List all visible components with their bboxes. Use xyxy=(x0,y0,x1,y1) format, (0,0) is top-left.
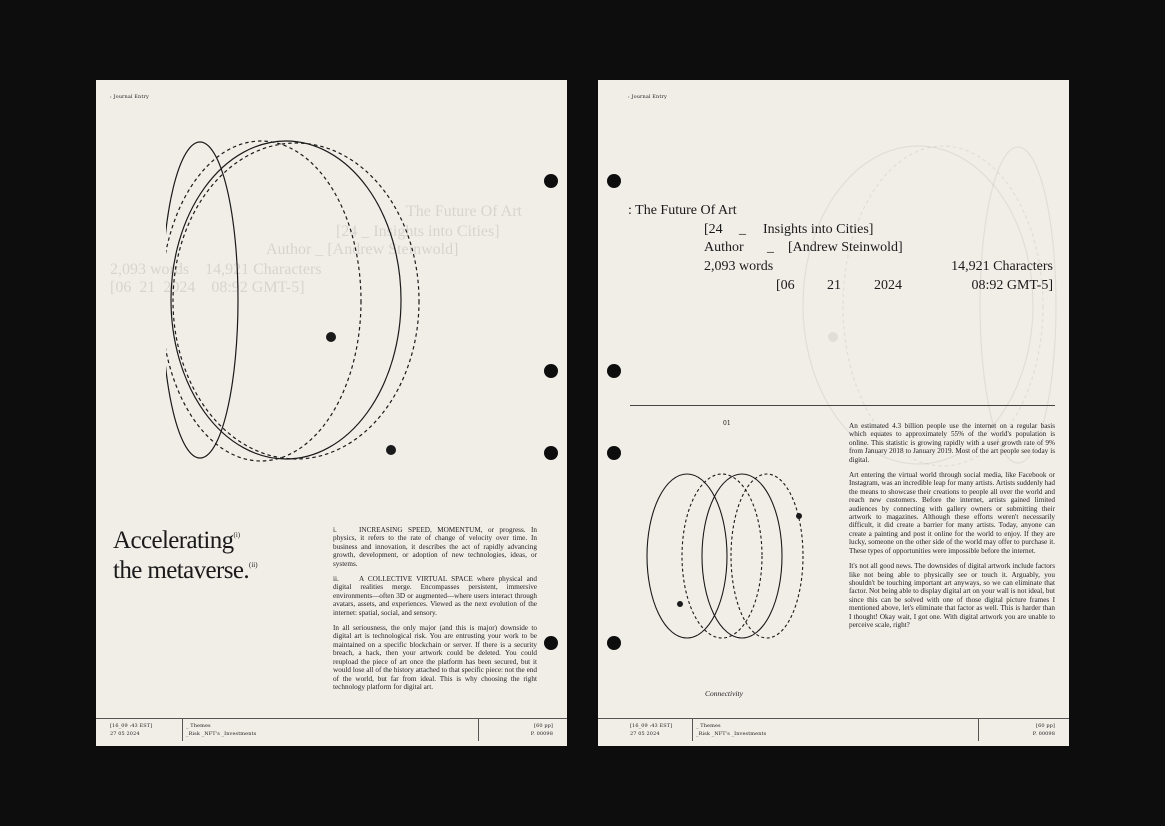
author-separator: _ xyxy=(767,240,774,255)
orbit-solid-large xyxy=(171,141,401,459)
orbit-solid-small xyxy=(166,142,238,458)
footer-pages: [60 pp] xyxy=(534,723,553,729)
footer-time: [16_09 :43 EST] xyxy=(110,723,153,729)
article-title: : The Future Of Art xyxy=(628,203,737,218)
ring-node-1 xyxy=(796,513,802,519)
definition-2 xyxy=(333,575,537,617)
definition-2-number: ii. xyxy=(333,575,339,584)
body-column xyxy=(849,422,1055,636)
headline-line-2: the metaverse. xyxy=(113,557,249,584)
ghost-author: Author _ [Andrew Steinwold] xyxy=(266,241,459,258)
figure-caption: Connectivity xyxy=(705,689,743,698)
word-count: 2,093 words xyxy=(704,259,774,274)
orbit-node-1 xyxy=(326,332,336,342)
footer-pages: [60 pp] xyxy=(1036,723,1055,729)
ghost-words: 2,093 words 14,921 Characters xyxy=(110,261,322,278)
author-label: Author xyxy=(704,240,744,255)
time: 08:92 GMT-5] xyxy=(971,278,1053,293)
footer-divider xyxy=(478,719,479,741)
insights-separator: _ xyxy=(739,222,746,237)
insights-number: [24 xyxy=(704,222,723,237)
body-paragraph: In all seriousness, the only major (and this is major) downside to digital art is technological risk. You are entrusting your work to be maintained on a specific blockchain or server. If there is a security breach, a hack, then your artwork could be deleted. You could reupload the piece of art once the platform has been secured, but it would lose all of the history attached to that specific piece: not the end of the world, but far from ideal. This is why choosing the right technology platform for digital art. xyxy=(333,624,537,691)
definition-1 xyxy=(333,526,537,568)
ring-dashed-2 xyxy=(731,474,803,638)
orbit-node-2 xyxy=(386,445,396,455)
ring-solid-1 xyxy=(647,474,727,638)
body-paragraph-1: An estimated 4.3 billion people use the internet on a regular basis which equates to approximately 55% of the world's population is online. This statistic is growing rapidly with a user growth rate of 9% from January 2018 to January 2019. Most of the art people see today is digital. xyxy=(849,422,1055,464)
orbit-dashed-inner xyxy=(166,141,361,461)
footer-time: [16_09 :43 EST] xyxy=(630,723,673,729)
footer-date: 27 05 2024 xyxy=(630,731,660,737)
footer-page-number: P. 00098 xyxy=(530,731,553,737)
ring-solid-2 xyxy=(702,474,782,638)
journal-page-right xyxy=(598,80,1069,746)
footer-themes: _Risk _NFT's _Investments xyxy=(186,731,257,737)
headline-footnote-1: (i) xyxy=(233,531,241,539)
orbit-dashed-outer xyxy=(173,143,419,459)
orbit-illustration xyxy=(166,135,436,470)
footer-divider xyxy=(978,719,979,741)
ghost-orbit-illustration xyxy=(768,140,1068,470)
page-footer xyxy=(598,718,1069,746)
footer-themes-label: _ Themes xyxy=(186,723,211,729)
headline-footnote-2: (ii) xyxy=(248,561,258,569)
date-year: 2024 xyxy=(874,278,902,293)
ghost-insights: [24 _ Insights into Cities] xyxy=(336,223,500,240)
footer-page-number: P. 00098 xyxy=(1032,731,1055,737)
author-name: [Andrew Steinwold] xyxy=(788,240,903,255)
journal-entry-label: : Journal Entry xyxy=(628,94,667,100)
headline-line-1: Accelerating xyxy=(113,527,234,554)
page-footer xyxy=(96,718,567,746)
footer-themes-label: _ Themes xyxy=(696,723,721,729)
figure-number: 01 xyxy=(723,420,731,427)
definitions-column xyxy=(333,526,537,698)
journal-entry-label: : Journal Entry xyxy=(110,94,149,100)
body-paragraph-2: Art entering the virtual world through social media, like Facebook or Instagram, was an incredible leap for many artists. Artists suddenly had the means to showcase their creations to people all over the world and reach new customers. Before the internet, artists gained limited audiences by connecting with gallery owners or submitting their artwork to magazines. Although these efforts weren't necessarily difficult, it did create a barrier for many artists. Today, anyone can create a painting and post it online for the world to enjoy. If they are lucky, someone on the other side of the world may offer to purchase it. These types of opportunities were impossible before the internet. xyxy=(849,471,1055,555)
body-paragraph-3: It's not all good news. The downsides of digital artwork include factors like not being able to physically see or touch it. Arguably, you shouldn't be touching important art anyways, so we can eliminate that factor. Not being able to display digital art on your wall is not ideal, but since this can be solved with one of those digital picture frames I mentioned above, let's eliminate that factor as well. This is harder than I thought! Okay wait, I got one. With digital artwork you are unable to perceive scale, right? xyxy=(849,562,1055,629)
article-headline xyxy=(113,523,258,583)
connectivity-diagram xyxy=(642,470,812,650)
ring-node-2 xyxy=(677,601,683,607)
definition-2-text: A COLLECTIVE VIRTUAL SPACE where physical and digital realities merge. Encompasses persistent, immersive environments—often 3D or augmented—where users interact through avatars, assets, and experiences. Viewed as the next evolution of the internet: spatial, social, and sensory. xyxy=(333,575,537,617)
insights-text: Insights into Cities] xyxy=(763,222,874,237)
character-count: 14,921 Characters xyxy=(951,259,1053,274)
footer-themes: _Risk _NFT's _Investments xyxy=(696,731,767,737)
ghost-title: The Future Of Art xyxy=(406,203,522,220)
date-day: 21 xyxy=(827,278,841,293)
definition-1-number: i. xyxy=(333,526,337,534)
date-month: [06 xyxy=(776,278,795,293)
footer-divider xyxy=(692,719,693,741)
footer-divider xyxy=(182,719,183,741)
section-divider xyxy=(630,405,1055,406)
ring-dashed-1 xyxy=(682,474,762,638)
journal-page-left xyxy=(96,80,567,746)
ghost-date: [06 21 2024 08:92 GMT-5] xyxy=(110,279,305,296)
footer-date: 27 05 2024 xyxy=(110,731,140,737)
definition-1-text: INCREASING SPEED, MOMENTUM, or progress. In physics, it refers to the rate of change of velocity over time. In business and innovation, it describes the act of rapidly advancing growth, development, or adoption of new technologies, ideas, or systems. xyxy=(333,526,537,568)
